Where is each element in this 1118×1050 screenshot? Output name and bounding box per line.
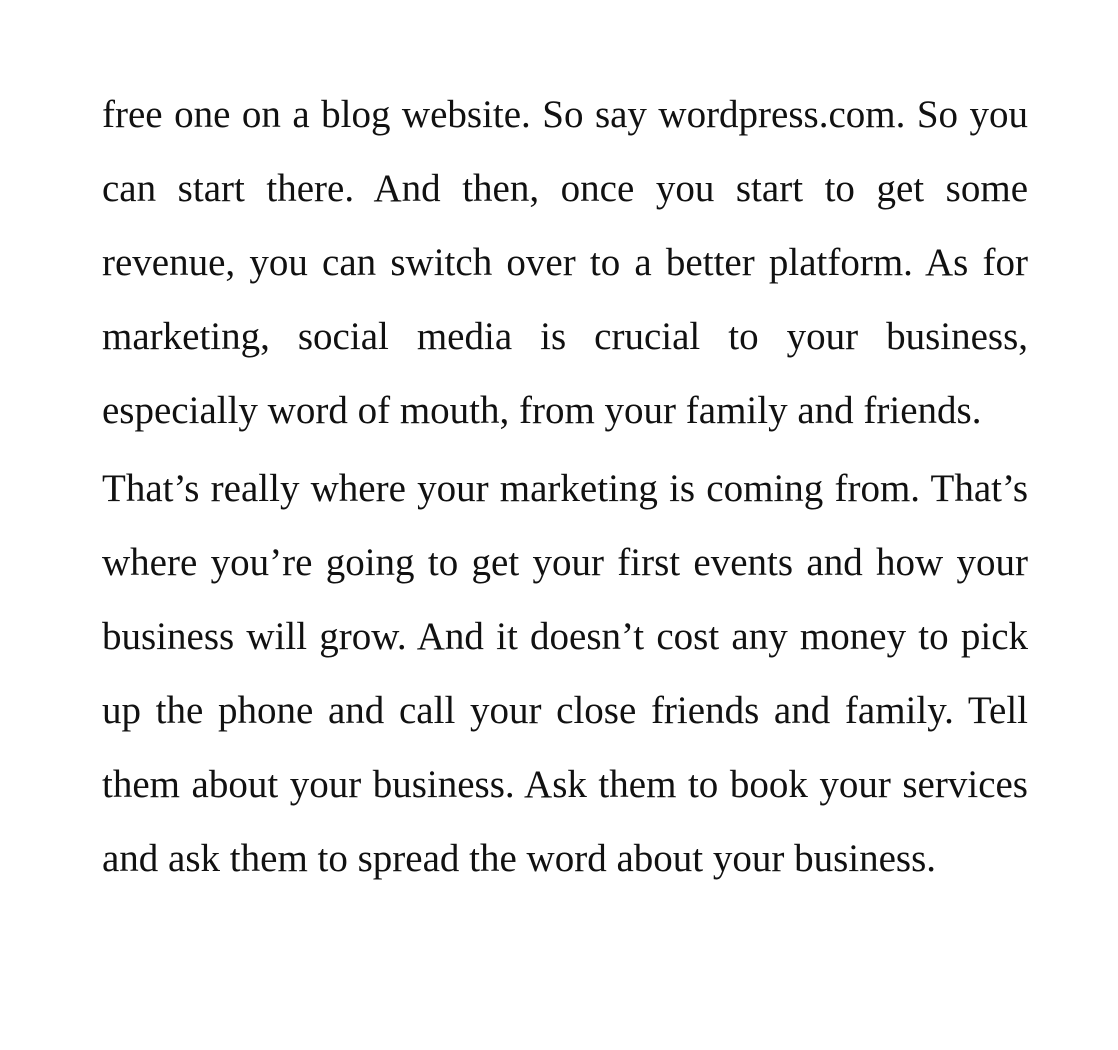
paragraph: free one on a blog website. So say wordpress.com. So you can start there. And then, once you start to get some revenue, you can switch over to a better platform. As for marketing, social media is crucial to your business, especially word of mouth, from your family and friends.: [102, 93, 1028, 432]
document-page: [102, 78, 1028, 896]
paragraph: That’s really where your marketing is coming from. That’s where you’re going to get your first events and how your business will grow. And it doesn’t cost any money to pick up the phone and call your close friends and family. Tell them about your business. Ask them to book your services and ask them to spread the word about your business.: [102, 467, 1028, 880]
